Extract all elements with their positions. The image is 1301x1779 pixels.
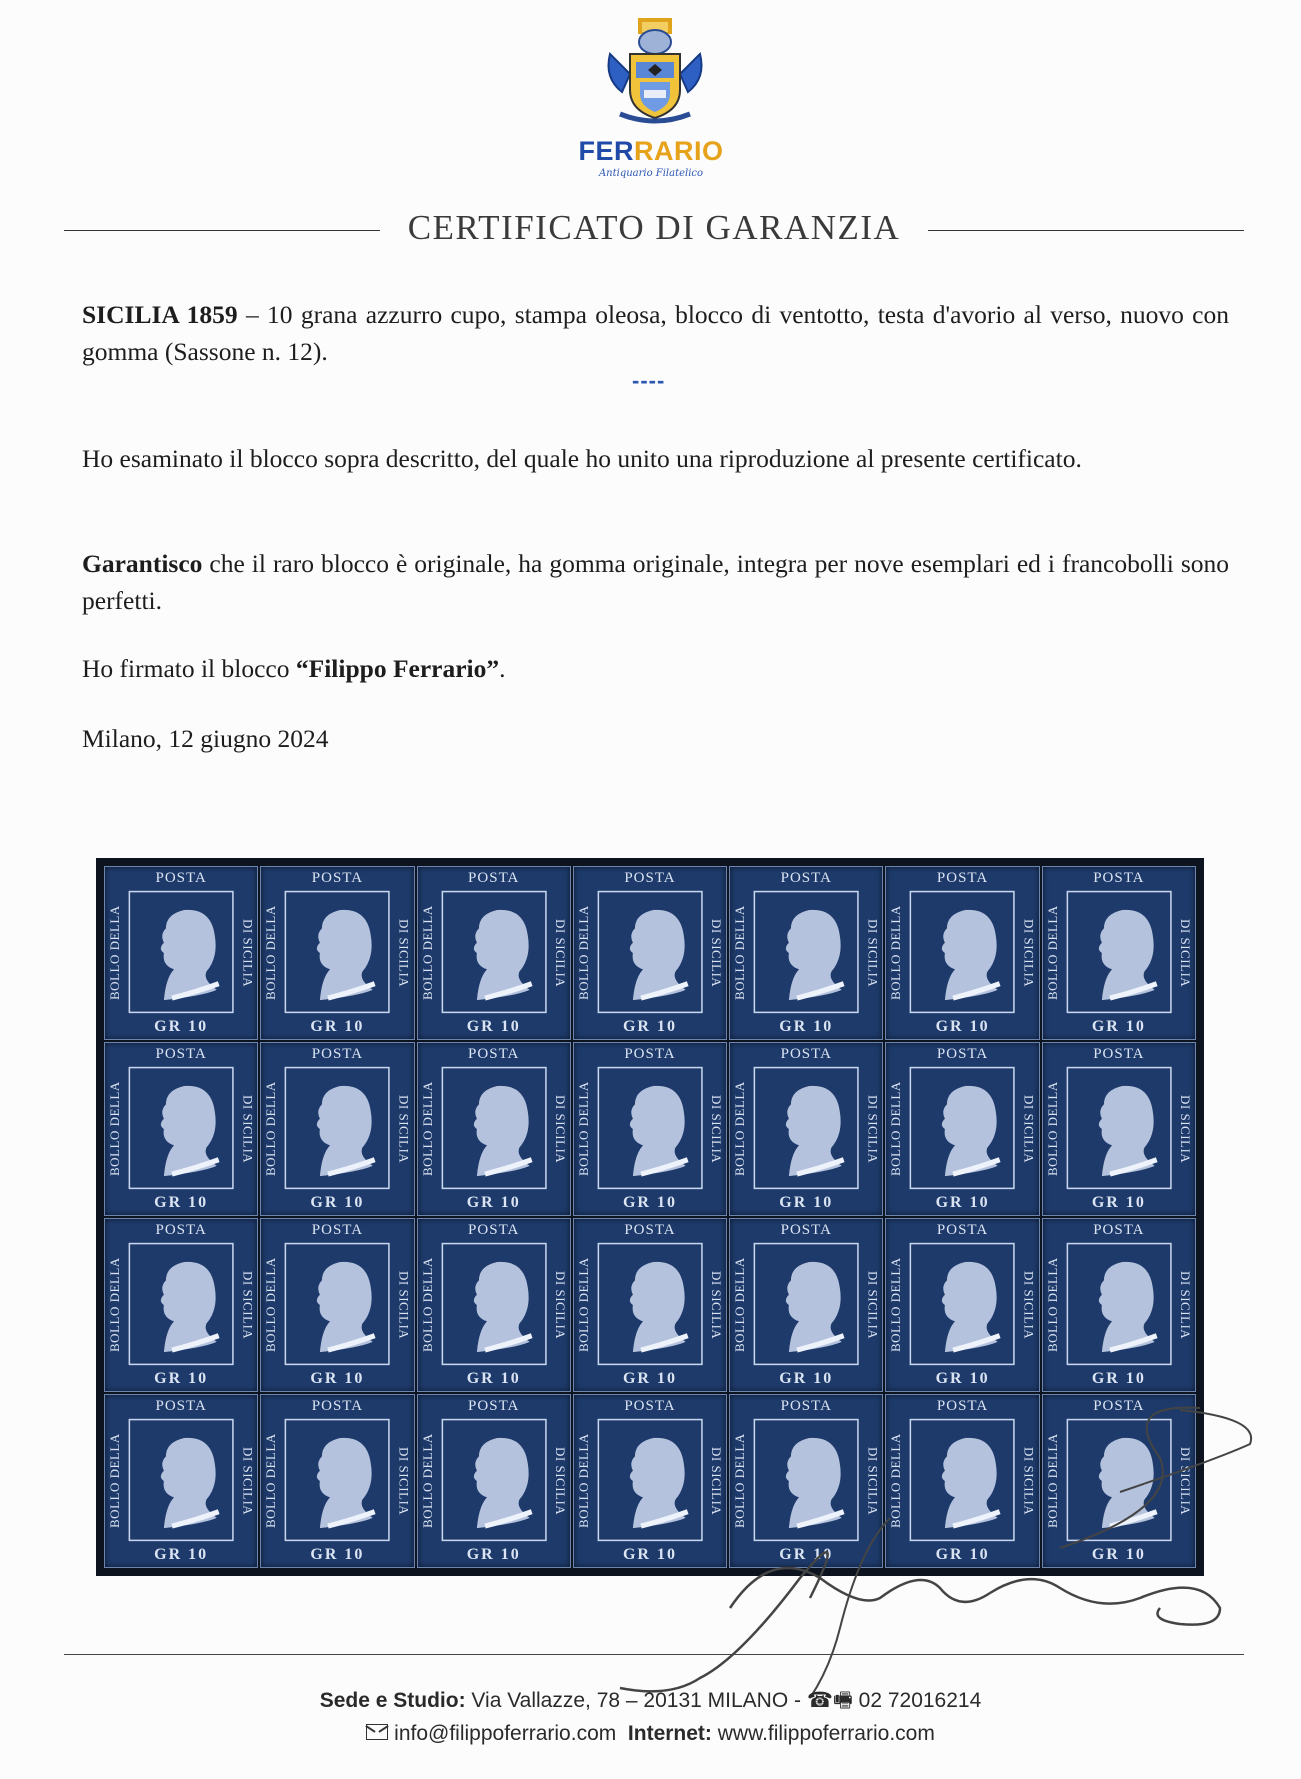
stamp-label-value: GR 10 [622, 1370, 677, 1387]
stamp-label-di-sicilia: DI SICILIA [1178, 1446, 1193, 1516]
king-portrait-icon [886, 1219, 1038, 1391]
stamp-label-posta: POSTA [1093, 1222, 1145, 1238]
stamp-label-di-sicilia: DI SICILIA [865, 1270, 881, 1340]
king-portrait-icon [574, 1043, 726, 1215]
stamp-label-value: GR 10 [779, 1370, 834, 1387]
stamp-label-di-sicilia: DI SICILIA [1021, 1094, 1037, 1164]
stamp-label-bollo-della: BOLLO DELLA [419, 1257, 435, 1353]
stamp-label-value: GR 10 [935, 1194, 990, 1211]
stamp-label-posta: POSTA [468, 1222, 520, 1238]
stamp-label-value: GR 10 [466, 1194, 521, 1211]
stamp-label-posta: POSTA [936, 1222, 989, 1238]
stamp-label-bollo-della: BOLLO DELLA [575, 905, 591, 1001]
stamp [260, 1218, 414, 1392]
stamp [417, 1394, 571, 1568]
stamp-label-di-sicilia: DI SICILIA [396, 1446, 412, 1516]
stamp-label-posta: POSTA [311, 1046, 364, 1062]
signature-statement-end: . [499, 654, 506, 683]
item-description [82, 296, 1229, 370]
stamp-label-bollo-della: BOLLO DELLA [575, 1081, 591, 1177]
stamp-label-bollo-della: BOLLO DELLA [732, 1081, 748, 1177]
stamp [885, 1042, 1039, 1216]
stamp-label-bollo-della: BOLLO DELLA [263, 905, 279, 1001]
stamp-label-bollo-della: BOLLO DELLA [1044, 1433, 1060, 1529]
king-portrait-icon [1043, 867, 1195, 1039]
stamp-label-bollo-della: BOLLO DELLA [263, 1257, 279, 1353]
stamp-label-bollo-della: BOLLO DELLA [732, 1433, 748, 1529]
stamp-label-di-sicilia: DI SICILIA [396, 918, 412, 988]
stamp-label-value: GR 10 [622, 1194, 677, 1211]
stamp-label-value: GR 10 [466, 1018, 521, 1035]
stamp-label-value: GR 10 [622, 1546, 677, 1563]
stamp [885, 866, 1039, 1040]
stamp-label-value: GR 10 [779, 1194, 834, 1211]
stamp [573, 866, 727, 1040]
signature-statement [82, 650, 1229, 687]
stamp-label-di-sicilia: DI SICILIA [240, 1094, 256, 1164]
stamp-label-di-sicilia: DI SICILIA [396, 1270, 412, 1340]
king-portrait-icon [261, 1395, 413, 1567]
stamp [729, 1042, 883, 1216]
king-portrait-icon [418, 1395, 570, 1567]
stamp-label-posta: POSTA [468, 870, 520, 886]
king-portrait-icon [105, 867, 257, 1039]
stamp-label-di-sicilia: DI SICILIA [865, 1446, 881, 1516]
stamp-label-bollo-della: BOLLO DELLA [419, 1081, 435, 1177]
stamp-label-value: GR 10 [1091, 1546, 1146, 1563]
stamp-label-di-sicilia: DI SICILIA [240, 1446, 256, 1516]
address-label: Sede e Studio: [319, 1689, 466, 1712]
item-heading: SICILIA 1859 [82, 300, 238, 329]
stamp-label-value: GR 10 [1091, 1194, 1146, 1211]
stamp [417, 866, 571, 1040]
stamp [1042, 866, 1196, 1040]
brand-tagline: Antiquario Filatelico [598, 168, 704, 179]
stamp-label-bollo-della: BOLLO DELLA [107, 1433, 122, 1529]
stamp-label-value: GR 10 [779, 1546, 834, 1563]
stamp-label-posta: POSTA [468, 1046, 520, 1062]
king-portrait-icon [730, 867, 882, 1039]
king-portrait-icon [1043, 1043, 1195, 1215]
stamp-label-bollo-della: BOLLO DELLA [732, 1257, 748, 1353]
king-portrait-icon [418, 867, 570, 1039]
stamp-label-value: GR 10 [935, 1546, 990, 1563]
stamp-label-di-sicilia: DI SICILIA [552, 918, 568, 988]
stamp [260, 1394, 414, 1568]
king-portrait-icon [886, 867, 1038, 1039]
email-link[interactable]: info@filippoferrario.com [394, 1722, 617, 1745]
stamp-label-posta: POSTA [624, 1046, 676, 1062]
title-rule-left [64, 230, 380, 231]
king-portrait-icon [418, 1043, 570, 1215]
stamp-label-posta: POSTA [311, 1222, 364, 1238]
stamp-label-value: GR 10 [935, 1370, 990, 1387]
stamp-label-bollo-della: BOLLO DELLA [575, 1433, 591, 1529]
stamp-label-value: GR 10 [779, 1018, 834, 1035]
king-portrait-icon [730, 1219, 882, 1391]
section-separator: ---- [632, 368, 666, 393]
ferrario-crest-logo [600, 18, 710, 128]
stamp-label-di-sicilia: DI SICILIA [552, 1446, 568, 1516]
stamp-label-bollo-della: BOLLO DELLA [1044, 1081, 1060, 1177]
king-portrait-icon [261, 867, 413, 1039]
stamp [260, 866, 414, 1040]
king-portrait-icon [105, 1219, 257, 1391]
website-link[interactable]: www.filippoferrario.com [711, 1722, 935, 1745]
stamp [573, 1042, 727, 1216]
stamp-label-bollo-della: BOLLO DELLA [732, 905, 748, 1001]
stamp [260, 1042, 414, 1216]
stamp-label-posta: POSTA [155, 870, 207, 886]
stamp-label-bollo-della: BOLLO DELLA [107, 905, 122, 1001]
stamp-label-di-sicilia: DI SICILIA [865, 1094, 881, 1164]
stamp-label-posta: POSTA [780, 870, 832, 886]
stamp-label-posta: POSTA [624, 870, 676, 886]
phone-number: 02 72016214 [852, 1689, 982, 1712]
stamp-label-posta: POSTA [311, 1398, 364, 1414]
stamp-label-bollo-della: BOLLO DELLA [107, 1257, 122, 1353]
guarantee-details: che il raro blocco è originale, ha gomma originale, integra per nove esemplari ed i francobolli sono perfetti. [82, 549, 1229, 615]
examination-statement: Ho esaminato il blocco sopra descritto, del quale ho unito una riproduzione al presente certificato. [82, 444, 1082, 473]
stamp [417, 1218, 571, 1392]
king-portrait-icon [105, 1043, 257, 1215]
stamp-label-bollo-della: BOLLO DELLA [419, 905, 435, 1001]
stamp-label-bollo-della: BOLLO DELLA [888, 905, 904, 1001]
stamp-label-posta: POSTA [311, 870, 364, 886]
stamp-label-di-sicilia: DI SICILIA [1021, 1270, 1037, 1340]
stamp-label-bollo-della: BOLLO DELLA [107, 1081, 122, 1177]
stamp-label-bollo-della: BOLLO DELLA [888, 1433, 904, 1529]
phone-fax-icon: ☎🖷 [806, 1689, 853, 1712]
stamp-label-di-sicilia: DI SICILIA [552, 1094, 568, 1164]
stamp-label-posta: POSTA [468, 1398, 520, 1414]
stamp-label-bollo-della: BOLLO DELLA [1044, 1257, 1060, 1353]
stamp-label-value: GR 10 [154, 1018, 209, 1035]
stamp-label-value: GR 10 [310, 1370, 365, 1387]
stamp-label-value: GR 10 [310, 1546, 365, 1563]
stamp-label-posta: POSTA [936, 870, 989, 886]
stamp-label-posta: POSTA [624, 1398, 676, 1414]
king-portrait-icon [886, 1043, 1038, 1215]
stamp-label-di-sicilia: DI SICILIA [1021, 918, 1037, 988]
stamp-label-bollo-della: BOLLO DELLA [888, 1257, 904, 1353]
stamp-label-value: GR 10 [935, 1018, 990, 1035]
king-portrait-icon [574, 867, 726, 1039]
stamp-label-value: GR 10 [466, 1370, 521, 1387]
stamp-label-posta: POSTA [936, 1046, 989, 1062]
stamp-label-posta: POSTA [155, 1222, 207, 1238]
stamp [729, 866, 883, 1040]
stamp-label-di-sicilia: DI SICILIA [1178, 1094, 1193, 1164]
stamp [104, 866, 258, 1040]
stamp-label-di-sicilia: DI SICILIA [1021, 1446, 1037, 1516]
stamp-label-posta: POSTA [936, 1398, 989, 1414]
place-and-date: Milano, 12 giugno 2024 [82, 724, 329, 753]
king-portrait-icon [418, 1219, 570, 1391]
title-row [64, 208, 1244, 252]
stamp-label-bollo-della: BOLLO DELLA [263, 1081, 279, 1177]
brand-name-part2: RARIO [634, 136, 724, 166]
stamp-label-di-sicilia: DI SICILIA [1178, 1270, 1193, 1340]
footer-address-line [0, 1686, 1301, 1721]
stamp [729, 1218, 883, 1392]
stamp-label-posta: POSTA [780, 1046, 832, 1062]
brand-name [551, 136, 751, 167]
stamp-label-value: GR 10 [1091, 1370, 1146, 1387]
stamp-label-bollo-della: BOLLO DELLA [1044, 905, 1060, 1001]
stamp [104, 1218, 258, 1392]
title-rule-right [928, 230, 1244, 231]
stamp-label-posta: POSTA [780, 1222, 832, 1238]
stamp-label-value: GR 10 [154, 1194, 209, 1211]
stamp [417, 1042, 571, 1216]
stamp-label-di-sicilia: DI SICILIA [709, 1094, 725, 1164]
stamp-label-value: GR 10 [154, 1546, 209, 1563]
footer-contact-line [0, 1722, 1301, 1746]
stamp-label-bollo-della: BOLLO DELLA [575, 1257, 591, 1353]
stamp-label-di-sicilia: DI SICILIA [709, 1446, 725, 1516]
guarantee-statement [82, 545, 1229, 619]
address-text: Via Vallazze, 78 – 20131 MILANO - [465, 1689, 807, 1712]
king-portrait-icon [1043, 1219, 1195, 1391]
stamp-label-posta: POSTA [155, 1046, 207, 1062]
stamp-label-posta: POSTA [1093, 1398, 1145, 1414]
brand-name-part1: FER [578, 136, 634, 166]
stamp-label-posta: POSTA [1093, 1046, 1145, 1062]
king-portrait-icon [730, 1043, 882, 1215]
stamp-label-di-sicilia: DI SICILIA [552, 1270, 568, 1340]
stamp-label-posta: POSTA [1093, 870, 1145, 886]
stamp-label-value: GR 10 [310, 1018, 365, 1035]
stamp [573, 1218, 727, 1392]
stamp-label-value: GR 10 [1091, 1018, 1146, 1035]
stamp-label-di-sicilia: DI SICILIA [1178, 918, 1193, 988]
king-portrait-icon [574, 1219, 726, 1391]
stamp-label-di-sicilia: DI SICILIA [240, 918, 256, 988]
item-details: – 10 grana azzurro cupo, stampa oleosa, blocco di ventotto, testa d'avorio al verso, nuovo con gomma (Sassone n. 12). [82, 300, 1229, 366]
stamp [104, 1042, 258, 1216]
signature-statement-text: Ho firmato il blocco [82, 654, 296, 683]
stamp-label-di-sicilia: DI SICILIA [865, 918, 881, 988]
stamp [1042, 1042, 1196, 1216]
king-portrait-icon [105, 1395, 257, 1567]
king-portrait-icon [261, 1043, 413, 1215]
stamp-label-di-sicilia: DI SICILIA [709, 918, 725, 988]
stamp [885, 1218, 1039, 1392]
signer-name: “Filippo Ferrario” [295, 654, 500, 683]
stamp [1042, 1218, 1196, 1392]
stamp-label-posta: POSTA [624, 1222, 676, 1238]
stamp-label-di-sicilia: DI SICILIA [709, 1270, 725, 1340]
stamp-label-posta: POSTA [155, 1398, 207, 1414]
stamp-label-bollo-della: BOLLO DELLA [888, 1081, 904, 1177]
stamp-label-di-sicilia: DI SICILIA [240, 1270, 256, 1340]
guarantee-heading: Garantisco [82, 549, 203, 578]
stamp-label-value: GR 10 [622, 1018, 677, 1035]
stamp-label-value: GR 10 [466, 1546, 521, 1563]
stamp-label-di-sicilia: DI SICILIA [396, 1094, 412, 1164]
handwritten-signature [560, 1398, 1280, 1708]
stamp-label-value: GR 10 [154, 1370, 209, 1387]
internet-label: Internet: [627, 1722, 712, 1745]
stamp-label-posta: POSTA [780, 1398, 832, 1414]
envelope-icon [366, 1724, 388, 1740]
stamp [104, 1394, 258, 1568]
king-portrait-icon [261, 1219, 413, 1391]
document-title: CERTIFICATO DI GARANZIA [407, 208, 901, 247]
stamp-label-value: GR 10 [310, 1194, 365, 1211]
stamp-label-bollo-della: BOLLO DELLA [263, 1433, 279, 1529]
footer-rule [64, 1654, 1244, 1655]
stamp-label-bollo-della: BOLLO DELLA [419, 1433, 435, 1529]
